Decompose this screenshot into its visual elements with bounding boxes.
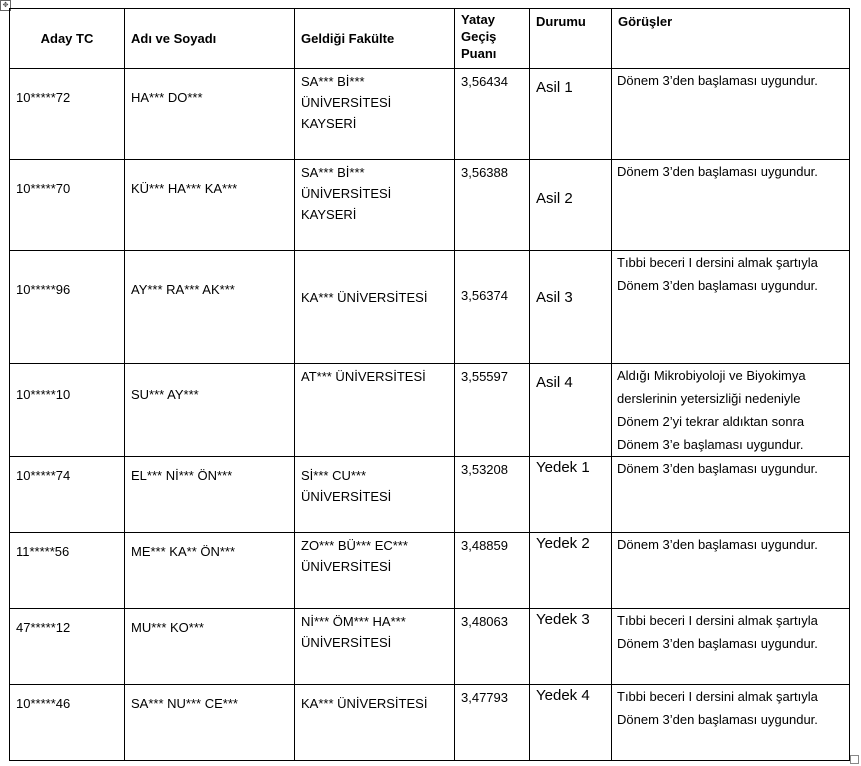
faculty-line: Nİ*** ÖM*** HA*** — [301, 614, 406, 629]
view-line: derslerinin yetersizliği nedeniyle — [617, 391, 801, 406]
cell-faculty — [295, 685, 455, 761]
cell-views — [612, 685, 850, 761]
table-row — [10, 533, 850, 609]
faculty-line: SA*** Bİ*** — [301, 165, 365, 180]
table-row — [10, 457, 850, 533]
view-line: Tıbbi beceri I dersini almak şartıyla — [617, 689, 818, 704]
results-table — [9, 8, 850, 761]
view-line: Tıbbi beceri I dersini almak şartıyla — [617, 613, 818, 628]
cell-faculty — [295, 251, 455, 364]
cell-tc: 10*****96 — [10, 251, 125, 364]
faculty-line: Sİ*** CU*** — [301, 468, 367, 483]
cell-status: Asil 3 — [530, 251, 612, 364]
faculty-line: ÜNİVERSİTESİ — [301, 635, 392, 650]
cell-status: Yedek 1 — [530, 457, 612, 533]
cell-name: SA*** NU*** CE*** — [125, 685, 295, 761]
cell-views — [612, 533, 850, 609]
cell-tc: 11*****56 — [10, 533, 125, 609]
view-line: Aldığı Mikrobiyoloji ve Biyokimya — [617, 368, 806, 383]
cell-tc: 10*****46 — [10, 685, 125, 761]
header-status: Durumu — [530, 9, 612, 69]
view-line: Dönem 3’den başlaması uygundur. — [617, 278, 818, 293]
view-line: Dönem 2’yi tekrar aldıktan sonra — [617, 414, 805, 429]
cell-views — [612, 609, 850, 685]
cell-score: 3,56388 — [455, 160, 530, 251]
cell-name: HA*** DO*** — [125, 69, 295, 160]
cell-tc: 47*****12 — [10, 609, 125, 685]
faculty-line: ÜNİVERSİTESİ KAYSERİ — [301, 186, 392, 222]
cell-name: EL*** Nİ*** ÖN*** — [125, 457, 295, 533]
view-line: Dönem 3’den başlaması uygundur. — [617, 636, 818, 651]
table-row — [10, 364, 850, 457]
header-name: Adı ve Soyadı — [125, 9, 295, 69]
header-faculty: Geldiği Fakülte — [295, 9, 455, 69]
cell-score: 3,47793 — [455, 685, 530, 761]
cell-score: 3,55597 — [455, 364, 530, 457]
cell-status: Yedek 4 — [530, 685, 612, 761]
cell-status: Asil 2 — [530, 160, 612, 251]
cell-score: 3,48063 — [455, 609, 530, 685]
cell-name: AY*** RA*** AK*** — [125, 251, 295, 364]
view-line: Dönem 3’den başlaması uygundur. — [617, 537, 818, 552]
view-line: Dönem 3’den başlaması uygundur. — [617, 712, 818, 727]
cell-status: Yedek 2 — [530, 533, 612, 609]
cell-score: 3,56374 — [455, 251, 530, 364]
header-score-line: Yatay — [461, 12, 495, 27]
header-score-line: Puanı — [461, 46, 497, 61]
table-move-handle[interactable]: ✥ — [0, 0, 11, 11]
table-row — [10, 251, 850, 364]
cell-score: 3,56434 — [455, 69, 530, 160]
view-line: Dönem 3’den başlaması uygundur. — [617, 461, 818, 476]
faculty-line: AT*** ÜNİVERSİTESİ — [301, 369, 426, 384]
cell-faculty — [295, 364, 455, 457]
table-resize-handle[interactable] — [850, 755, 859, 764]
faculty-line: ÜNİVERSİTESİ KAYSERİ — [301, 95, 392, 131]
cell-tc: 10*****70 — [10, 160, 125, 251]
table-row — [10, 609, 850, 685]
cell-name: KÜ*** HA*** KA*** — [125, 160, 295, 251]
faculty-line: ZO*** BÜ*** EC*** — [301, 538, 408, 553]
cell-faculty — [295, 609, 455, 685]
cell-views — [612, 160, 850, 251]
cell-faculty — [295, 533, 455, 609]
cell-views — [612, 457, 850, 533]
view-line: Dönem 3’e başlaması uygundur. — [617, 437, 804, 452]
header-row — [10, 9, 850, 69]
cell-faculty — [295, 160, 455, 251]
cell-tc: 10*****10 — [10, 364, 125, 457]
cell-status: Asil 1 — [530, 69, 612, 160]
header-score-line: Geçiş — [461, 29, 497, 44]
faculty-line: ÜNİVERSİTESİ — [301, 489, 392, 504]
cell-status: Asil 4 — [530, 364, 612, 457]
cell-score: 3,53208 — [455, 457, 530, 533]
cell-tc: 10*****74 — [10, 457, 125, 533]
view-line: Dönem 3’den başlaması uygundur. — [617, 73, 818, 88]
header-score — [455, 9, 530, 69]
view-line: Tıbbi beceri I dersini almak şartıyla — [617, 255, 818, 270]
cell-views — [612, 69, 850, 160]
faculty-line: SA*** Bİ*** — [301, 74, 365, 89]
table-row — [10, 685, 850, 761]
faculty-line: KA*** ÜNİVERSİTESİ — [301, 290, 428, 305]
cell-name: ME*** KA** ÖN*** — [125, 533, 295, 609]
view-line: Dönem 3’den başlaması uygundur. — [617, 164, 818, 179]
cell-name: SU*** AY*** — [125, 364, 295, 457]
faculty-line: KA*** ÜNİVERSİTESİ — [301, 696, 428, 711]
table-row — [10, 160, 850, 251]
header-tc: Aday TC — [10, 9, 125, 69]
cell-faculty — [295, 457, 455, 533]
cell-name: MU*** KO*** — [125, 609, 295, 685]
cell-faculty — [295, 69, 455, 160]
header-views: Görüşler — [612, 9, 850, 69]
cell-tc: 10*****72 — [10, 69, 125, 160]
cell-views — [612, 364, 850, 457]
cell-views — [612, 251, 850, 364]
cell-status: Yedek 3 — [530, 609, 612, 685]
table-row — [10, 69, 850, 160]
cell-score: 3,48859 — [455, 533, 530, 609]
faculty-line: ÜNİVERSİTESİ — [301, 559, 392, 574]
